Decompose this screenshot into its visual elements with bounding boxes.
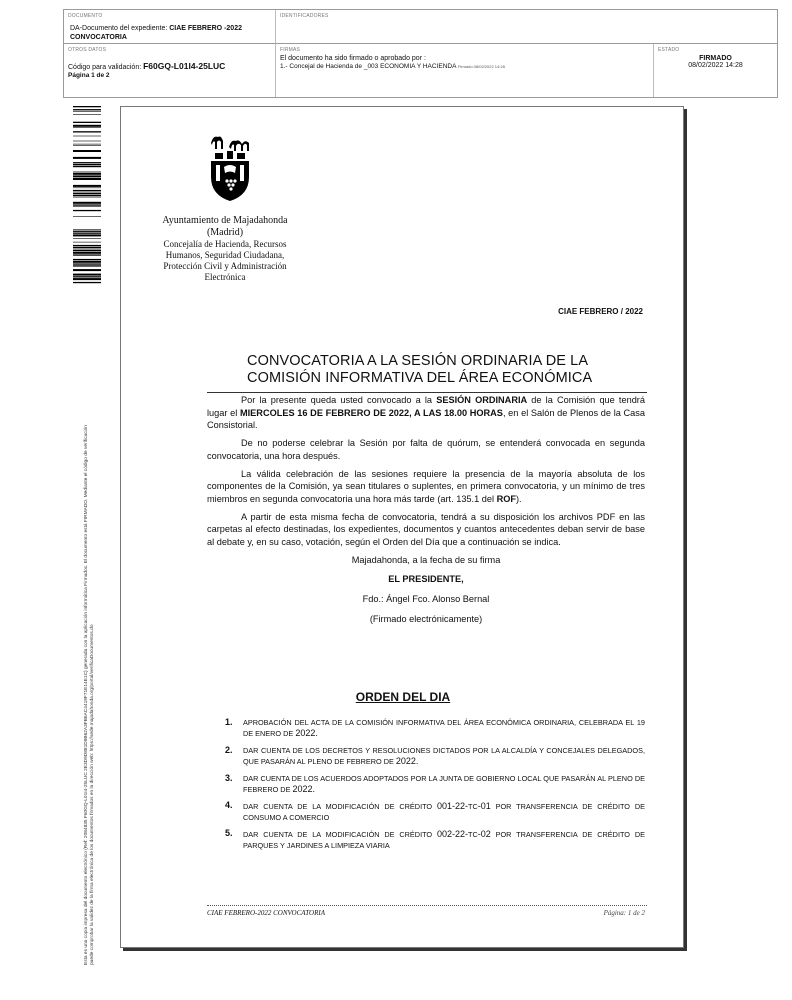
item-text-tail: POR TRANSFERENCIA DE CRÉDITO DE PARQUES Y JARDINES A LIMPIEZA VIARIA — [243, 830, 645, 850]
list-item — [225, 746, 645, 768]
signature-name: Fdo.: Ángel Fco. Alonso Bernal — [362, 594, 490, 605]
item-number: 1. — [225, 717, 233, 727]
document-header — [63, 9, 778, 98]
codigo-prefix: Código para validación: — [68, 64, 144, 71]
orden-title-text: ORDEN DEL DIA — [355, 690, 451, 704]
estado-label: ESTADO — [658, 47, 680, 53]
list-item — [225, 774, 645, 796]
estado-cell — [654, 44, 777, 97]
document-reference: CIAE FEBRERO / 2022 — [558, 307, 643, 316]
item-code-c: -01 — [477, 801, 491, 812]
footer-page-number: Página: 1 de 2 — [603, 909, 645, 917]
codigo-value: F60GQ-L01I4-25LUC — [143, 61, 226, 71]
paragraph-4: A partir de esta misma fecha de convocatoria, tendrá a su disposición los archivos PDF en las carpetas al efecto destinadas, los expedientes, documentos y cuantos antecedentes deban servir de base al debate y, en su caso, votación, según el Orden del Día que a continuación se indica. — [207, 511, 645, 548]
estado-date: 08/02/2022 14:28 — [688, 62, 743, 69]
firmas-label: FIRMAS — [280, 47, 301, 53]
firmas-line1: El documento ha sido firmado o aprobado por : — [280, 55, 426, 62]
side-text-line1: Esta es una copia impresa del documento electrónico (Ref: 2084835 F60GQ-L01I4-25LUC 2E3D9D881D9B62A3FB6AC4419F71E14E1C) generada con la aplicación informática Firmadoc. El documento está FIRMADO. Mediante el código de verificación — [84, 425, 89, 965]
identificadores-cell — [276, 10, 777, 44]
validation-code — [68, 61, 271, 71]
item-code-a: 001-22- — [436, 801, 468, 812]
p1-text-a: Por la presente queda usted convocado a la — [241, 395, 437, 405]
list-item — [225, 829, 645, 851]
documento-label: DOCUMENTO — [68, 13, 103, 19]
item-code-b: TC — [468, 802, 478, 812]
signature-block — [207, 554, 645, 626]
item-text: DAR CUENTA DE LOS ACUERDOS ADOPTADOS POR LA JUNTA DE GOBIERNO LOCAL QUE PASARÁN AL PLENO DE FEBRERO DE — [243, 773, 645, 795]
item-code-c: -02 — [477, 829, 491, 840]
signature-role: EL PRESIDENTE, — [388, 574, 464, 585]
footer-divider — [207, 905, 647, 906]
item-year: 2022. — [295, 728, 318, 739]
footer-title: CIAE FEBRERO-2022 CONVOCATORIA — [207, 909, 325, 917]
page-count: Página 1 de 2 — [68, 72, 110, 79]
document-page — [120, 106, 684, 948]
side-text-line2: puede comprobar la validez de la firma electrónica de los documentos firmados en la dirección web: https://sede.majadahonda.org/portal/verificaDocumentos.do — [90, 624, 95, 965]
item-text: APROBACIÓN DEL ACTA DE LA COMISIÓN INFORMATIVA DEL ÁREA ECONÓMICA ORDINARIA, CELEBRADA EL 19 DE ENERO DE — [243, 718, 645, 739]
page-title: CONVOCATORIA A LA SESIÓN ORDINARIA DE LA COMISIÓN INFORMATIVA DEL ÁREA ECONÓMICA — [247, 353, 593, 386]
list-item — [225, 801, 645, 823]
signature-note: (Firmado electrónicamente) — [369, 613, 483, 624]
firmas-cell — [276, 44, 654, 97]
document-body — [207, 394, 645, 633]
p1-text-c: de la Comisión que tendrá lugar el — [207, 395, 645, 418]
paragraph-2: De no poderse celebrar la Sesión por falta de quórum, se entenderá convocada en segunda convocatoria, una hora después. — [207, 438, 645, 461]
item-code-a: 002-22- — [436, 829, 468, 840]
documento-value — [70, 24, 271, 42]
item-text: DAR CUENTA DE LA MODIFICACIÓN DE CRÉDITO — [243, 802, 437, 812]
orden-del-dia-title — [121, 690, 685, 704]
paragraph-3 — [207, 468, 645, 506]
letterhead-name: Ayuntamiento de Majadahonda — [162, 215, 288, 226]
title-divider — [207, 392, 647, 393]
list-item — [225, 718, 645, 740]
otros-datos-cell — [64, 44, 276, 97]
p3-bold-b: ROF — [496, 493, 516, 504]
barcode-icon — [73, 106, 101, 286]
item-code-b: TC — [468, 830, 478, 840]
p1-text-e: , en el Salón de Plenos de la Casa Consistorial. — [207, 407, 645, 431]
item-year: 2022. — [395, 756, 419, 767]
item-number: 4. — [225, 800, 233, 811]
documento-prefix: DA-Documento del expediente: — [70, 25, 170, 32]
p3-text-a: La válida celebración de las sesiones requiere la presencia de la mayoría absoluta de los componentes de la Comisión, ya sean titulares o suplentes, en primera convocatoria, y un mínimo de tres miembros en segunda convocatoria una hora más tarde (art. 135.1 del — [207, 468, 645, 504]
firmas-line2 — [280, 63, 649, 70]
letterhead — [151, 215, 299, 283]
item-text-tail: POR TRANSFERENCIA DE CRÉDITO DE CONSUMO A COMERCIO — [243, 802, 645, 822]
p1-bold-b: SESIÓN ORDINARIA — [436, 395, 528, 405]
firma-date-small: Firmado 08/02/2022 14:28 — [457, 64, 505, 69]
item-number: 3. — [225, 772, 233, 783]
item-year: 2022. — [292, 784, 315, 795]
p3-text-c: ). — [515, 493, 522, 504]
item-number: 5. — [225, 828, 233, 839]
documento-cell — [64, 10, 276, 44]
p1-bold-d: MIERCOLES 16 DE FEBRERO DE 2022, A LAS 18.00 HORAS — [239, 407, 503, 418]
identificadores-label: IDENTIFICADORES — [280, 13, 329, 19]
letterhead-region: (Madrid) — [206, 227, 244, 238]
firmante: 1.- Concejal de Hacienda de _003 ECONOMIA Y HACIENDA — [280, 63, 457, 70]
item-text: DAR CUENTA DE LOS DECRETOS Y RESOLUCIONES DICTADOS POR LA ALCALDÍA Y CONCEJALES DELEGADOS, QUE PASARÁN AL PLENO DE FEBRERO DE — [243, 745, 645, 767]
signature-place: Majadahonda, a la fecha de su firma — [351, 554, 501, 565]
letterhead-department: Concejalía de Hacienda, Recursos Humanos, Seguridad Ciudadana, Protección Civil y Administración Electrónica — [163, 239, 287, 282]
paragraph-1 — [207, 394, 645, 432]
item-text: DAR CUENTA DE LA MODIFICACIÓN DE CRÉDITO — [243, 830, 437, 840]
verification-side-text — [84, 285, 96, 965]
agenda-list — [225, 718, 645, 857]
otros-label: OTROS DATOS — [68, 47, 107, 53]
estado-value: FIRMADO — [699, 55, 732, 62]
municipal-crest-icon — [207, 133, 253, 203]
documento-name: CIAE FEBRERO -2022 CONVOCATORIA — [70, 25, 242, 41]
item-number: 2. — [225, 744, 233, 755]
